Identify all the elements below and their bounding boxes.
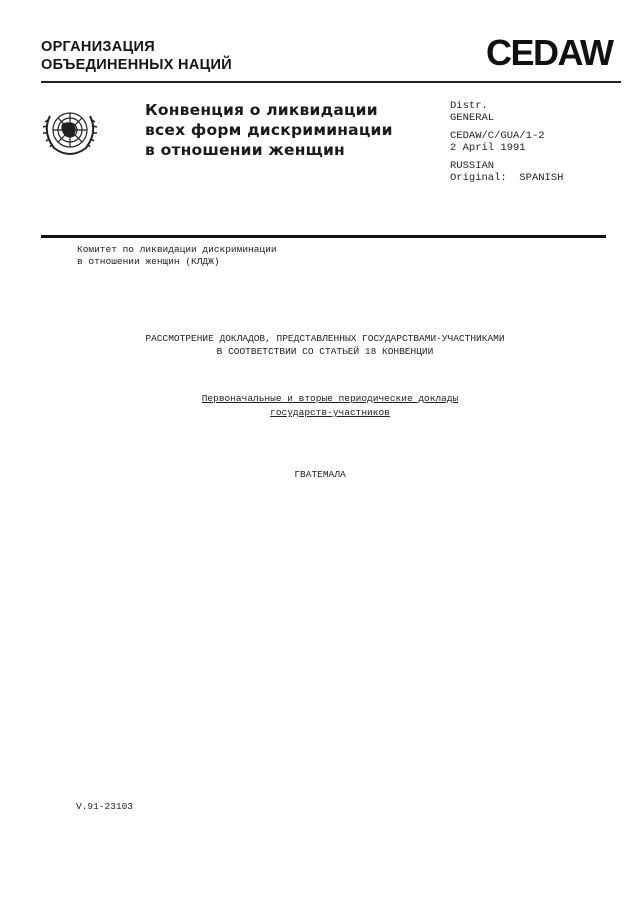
consideration-line-2: В СООТВЕТСТВИИ СО СТАТЬЕЙ 18 КОНВЕНЦИИ	[216, 346, 434, 357]
convention-title	[145, 100, 393, 160]
committee-line-2: в отношении женщин (КЛДЖ)	[77, 256, 220, 267]
convention-title-line-2: всех форм дискриминации	[145, 121, 393, 139]
reports-line-2: государств-участников	[270, 407, 390, 418]
original-language: Original: SPANISH	[450, 172, 564, 184]
distr-label: Distr.	[450, 100, 488, 112]
country-name: ГВАТЕМАЛА	[294, 469, 346, 480]
convention-title-line-1: Конвенция о ликвидации	[145, 101, 378, 119]
cedaw-logo: CEDAW	[486, 32, 613, 73]
document-date: 2 April 1991	[450, 142, 526, 154]
main-divider	[41, 235, 606, 238]
committee-line-1: Комитет по ликвидации дискриминации	[77, 244, 277, 255]
document-symbol: CEDAW/C/GUA/1-2	[450, 130, 545, 142]
document-language: RUSSIAN	[450, 160, 495, 172]
distribution-block	[450, 100, 563, 190]
convention-title-line-3: в отношении женщин	[145, 141, 345, 159]
un-emblem-icon	[40, 106, 100, 158]
consideration-heading	[110, 332, 540, 358]
reports-heading	[140, 392, 520, 420]
distr-value: GENERAL	[450, 112, 495, 124]
header-divider	[41, 81, 621, 83]
reports-line-1: Первоначальные и вторые периодические доклады	[201, 393, 459, 404]
organization-line-1: ОРГАНИЗАЦИЯ	[41, 39, 155, 55]
committee-name	[77, 244, 277, 268]
organization-name	[41, 38, 232, 74]
consideration-line-1: РАССМОТРЕНИЕ ДОКЛАДОВ, ПРЕДСТАВЛЕННЫХ ГОСУДАРСТВАМИ-УЧАСТНИКАМИ	[145, 333, 505, 344]
document-number: V.91-23103	[76, 801, 134, 812]
organization-line-2: ОБЪЕДИНЕННЫХ НАЦИЙ	[41, 57, 232, 73]
